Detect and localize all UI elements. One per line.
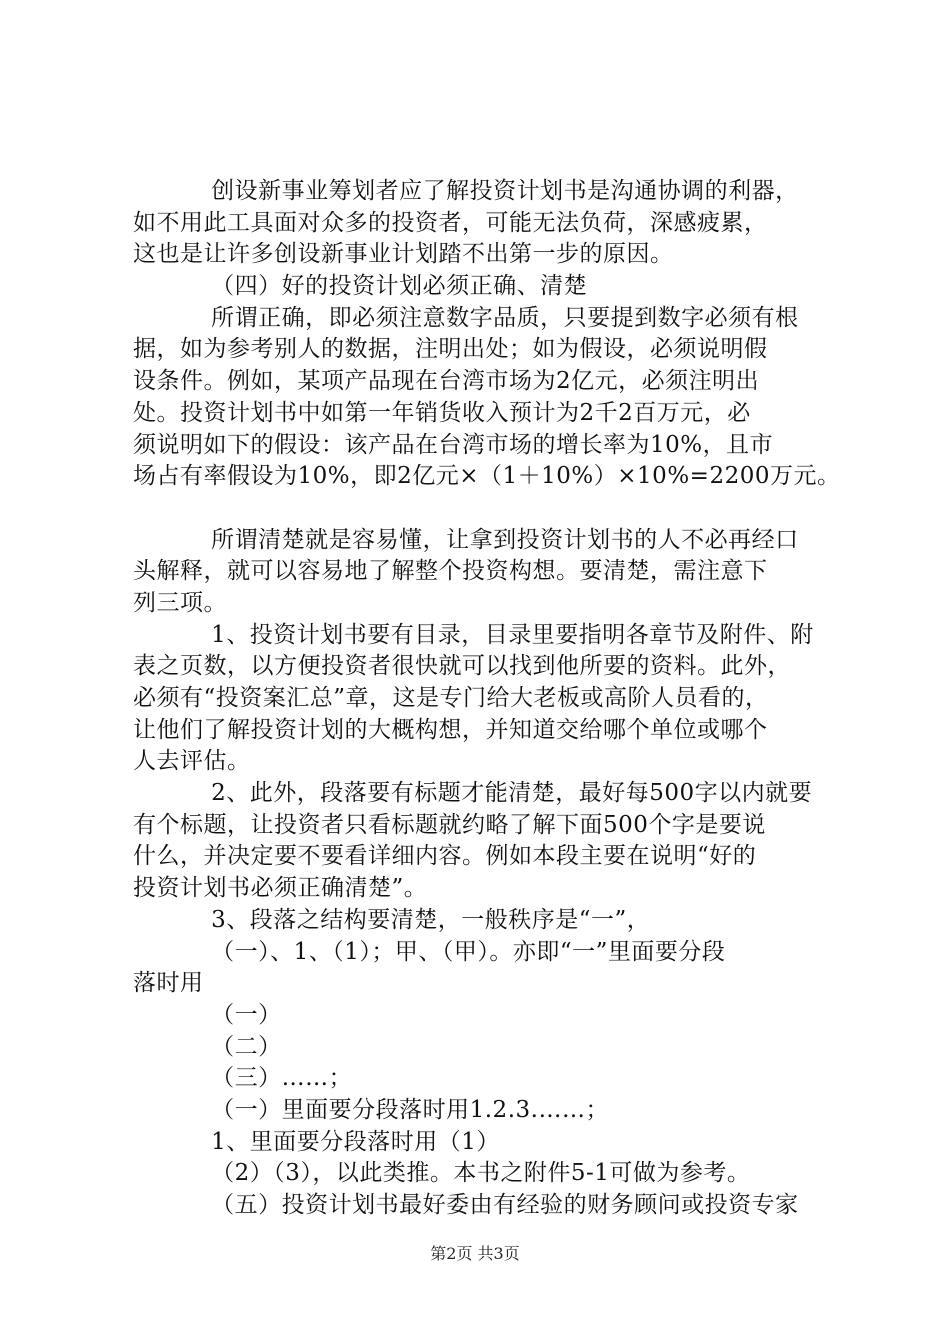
text-line: 所谓正确，即必须注意数字品质，只要提到数字必须有根	[133, 304, 799, 331]
text-line: 1、投资计划书要有目录，目录里要指明各章节及附件、附	[133, 621, 814, 648]
text-line: 列三项。	[133, 589, 227, 616]
text-line: 表之页数，以方便投资者很快就可以找到他所要的资料。此外，	[133, 653, 791, 680]
text-line: 处。投资计划书中如第一年销货收入预计为2千2百万元，必	[133, 399, 751, 426]
text-line: 投资计划书必须正确清楚”。	[133, 875, 428, 902]
text-line: 落时用	[133, 970, 204, 997]
text-line: 场占有率假设为10%，即2亿元×（1＋10%）×10%=2200万元。	[133, 463, 841, 490]
list-marker-line: （二）	[133, 1033, 282, 1060]
section-heading: （五）投资计划书最好委由有经验的财务顾问或投资专家	[133, 1192, 799, 1218]
text-line: 什么，并决定要不要看详细内容。例如本段主要在说明“好的	[133, 843, 757, 870]
list-marker-line: （一）	[133, 1001, 282, 1028]
text-line: 头解释，就可以容易地了解整个投资构想。要清楚，需注意下	[133, 558, 768, 585]
paragraph-gap	[133, 493, 833, 525]
text-line: 据，如为参考别人的数据，注明出处；如为假设，必须说明假	[133, 336, 768, 363]
text-line: 必须有“投资案汇总”章，这是专门给大老板或高阶人员看的，	[133, 685, 769, 711]
text-line: 所谓清楚就是容易懂，让拿到投资计划书的人不必再经口	[133, 526, 799, 553]
text-line: （2）（3），以此类推。本书之附件5-1可做为参考。	[133, 1160, 751, 1187]
document-body	[133, 176, 841, 1222]
text-line: 须说明如下的假设：该产品在台湾市场的增长率为10%，且市	[133, 431, 774, 458]
text-line: 设条件。例如，某项产品现在台湾市场为2亿元，必须注明出	[133, 368, 760, 395]
list-marker-line: （三）……；	[133, 1065, 353, 1092]
text-line: 创设新事业筹划者应了解投资计划书是沟通协调的利器，	[133, 178, 799, 204]
text-line: 2、此外，段落要有标题才能清楚，最好每500字以内就要	[133, 780, 813, 807]
text-line: 有个标题，让投资者只看标题就约略了解下面500个字是要说	[133, 811, 766, 838]
text-line: （一）里面要分段落时用1.2.3.……；	[133, 1096, 609, 1123]
text-line: 人去评估。	[133, 748, 251, 775]
text-line: 让他们了解投资计划的大概构想，并知道交给哪个单位或哪个	[133, 716, 768, 743]
text-line: （一）、1、（1）；甲、（甲）。亦即“一”里面要分段	[133, 938, 726, 965]
text-line: 如不用此工具面对众多的投资者，可能无法负荷，深感疲累，	[133, 209, 768, 236]
text-line: 1、里面要分段落时用（1）	[133, 1128, 500, 1155]
page-number-footer: 第2页 共3页	[430, 1244, 520, 1263]
section-heading: （四）好的投资计划必须正确、清楚	[133, 273, 588, 300]
text-line: 3、段落之结构要清楚，一般秩序是“一”，	[133, 906, 651, 933]
text-line: 这也是让许多创设新事业计划踏不出第一步的原因。	[133, 241, 674, 268]
